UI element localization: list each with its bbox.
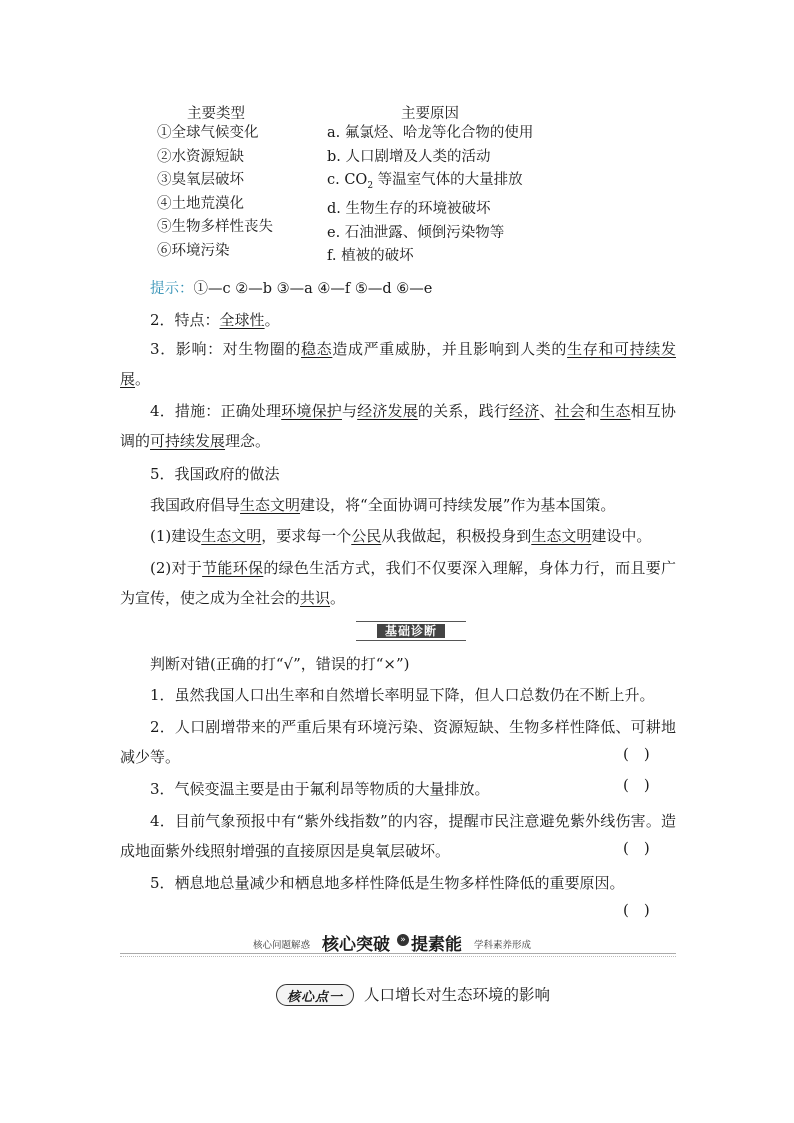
question-5: 5．栖息地总量减少和栖息地多样性降低是生物多样性降低的重要原因。 xyxy=(150,874,625,892)
answer-bracket-4[interactable]: ( ) xyxy=(623,839,650,857)
core-point-title: 人口增长对生态环境的影响 xyxy=(364,986,551,1004)
core-point-badge: 核心点一 xyxy=(276,984,354,1006)
type-item-1: ①全球气候变化 xyxy=(157,125,259,141)
section-divider-dotted xyxy=(120,956,676,957)
answer-sustainable: 可持续发展 xyxy=(150,432,226,450)
type-item-6: ⑥环境污染 xyxy=(157,242,230,259)
feature-paragraph: 2．特点：全球性。 xyxy=(150,311,280,329)
question-2: 2．人口剧增带来的严重后果有环境污染、资源短缺、生物多样性降低、可耕地减少等。 xyxy=(120,718,676,766)
answer-global: 全球性 xyxy=(219,311,265,329)
type-item-5: ⑤生物多样性丧失 xyxy=(157,219,273,235)
basic-diagnosis-banner: 基础诊断 xyxy=(356,621,466,641)
answer-economy: 经济 xyxy=(509,402,540,420)
hint-text: ①—c ②—b ③—a ④—f ⑤—d ⑥—e xyxy=(193,281,433,297)
answer-citizen: 公民 xyxy=(351,527,382,545)
section-divider-line xyxy=(120,953,676,954)
reason-item-c: c. $CO_2$ 等温室气体的大量排放 xyxy=(327,172,523,191)
question-4: 4．目前气象预报中有“紫外线指数”的内容，提醒市民注意避免紫外线伤害。造成地面紫外线照射增强的直接原因是臭氧层破坏。 xyxy=(120,812,676,860)
answer-consensus: 共识 xyxy=(300,589,331,607)
reason-item-b: b. 人口剧增及人类的活动 xyxy=(327,148,491,165)
answer-env-protection: 环境保护 xyxy=(281,402,342,420)
hint-line xyxy=(150,277,432,298)
answer-ecology: 生态 xyxy=(600,402,631,420)
left-type-list xyxy=(157,122,273,263)
section-right-caption: 学科素养形成 xyxy=(474,940,532,951)
reason-item-f: f. 植被的破坏 xyxy=(327,248,414,265)
answer-eco-civ-1: 生态文明 xyxy=(240,496,301,514)
reason-item-a: a. 氟氯烃、哈龙等化合物的使用 xyxy=(327,125,534,141)
answer-stability: 稳态 xyxy=(301,340,333,358)
section-left-caption: 核心问题解惑 xyxy=(253,940,311,951)
gov-heading: 5．我国政府的做法 xyxy=(150,465,280,483)
answer-bracket-2[interactable]: ( ) xyxy=(623,745,650,763)
right-reason-list xyxy=(327,122,533,269)
question-3: 3．气候变温主要是由于氟利昂等物质的大量排放。 xyxy=(150,780,490,798)
gov-paragraph-2: (1)建设生态文明，要求每一个公民从我做起，积极投身到生态文明建设中。 xyxy=(150,527,652,545)
answer-eco-civ-3: 生态文明 xyxy=(531,527,592,545)
co2-subscript: 2 xyxy=(367,180,374,191)
right-column-header: 主要原因 xyxy=(401,106,459,122)
answer-bracket-3[interactable]: ( ) xyxy=(623,776,650,794)
reason-item-d: d. 生物生存的环境被破坏 xyxy=(327,201,491,218)
impact-paragraph: 3．影响：对生物圈的稳态造成严重威胁，并且影响到人类的生存和可持续发展。 xyxy=(120,340,676,388)
section-arrow-icon: » xyxy=(397,934,409,946)
left-column-header: 主要类型 xyxy=(187,106,245,122)
type-item-3: ③臭氧层破坏 xyxy=(157,172,244,188)
hint-label: 提示： xyxy=(150,281,194,297)
answer-econ-development: 经济发展 xyxy=(357,402,418,420)
section-title-core-breakthrough: 核心突破 xyxy=(322,935,390,955)
type-item-4: ④土地荒漠化 xyxy=(157,195,244,212)
gov-paragraph-3: (2)对于节能环保的绿色生活方式，我们不仅要深入理解，身体力行，而且要广为宣传，使之成为全社会的共识。 xyxy=(120,559,676,607)
answer-eco-civ-2: 生态文明 xyxy=(201,527,262,545)
answer-bracket-5[interactable]: ( ) xyxy=(623,901,650,919)
reason-item-e: e. 石油泄露、倾倒污染物等 xyxy=(327,224,505,241)
diagnosis-instruction: 判断对错(正确的打“√”，错误的打“×”) xyxy=(150,655,410,673)
answer-survival: 生存和可持续发展 xyxy=(120,340,676,388)
gov-paragraph-1: 我国政府倡导生态文明建设，将“全面协调可持续发展”作为基本国策。 xyxy=(150,496,616,514)
answer-energy-saving: 节能环保 xyxy=(202,559,264,577)
measures-paragraph: 4．措施：正确处理环境保护与经济发展的关系，践行经济、社会和生态相互协调的可持续发展理念。 xyxy=(120,402,676,450)
type-item-2: ②水资源短缺 xyxy=(157,148,244,165)
question-1: 1．虽然我国人口出生率和自然增长率明显下降，但人口总数仍在不断上升。 xyxy=(150,686,655,704)
answer-society: 社会 xyxy=(554,402,585,420)
section-title-improve-ability: 提素能 xyxy=(411,935,462,955)
